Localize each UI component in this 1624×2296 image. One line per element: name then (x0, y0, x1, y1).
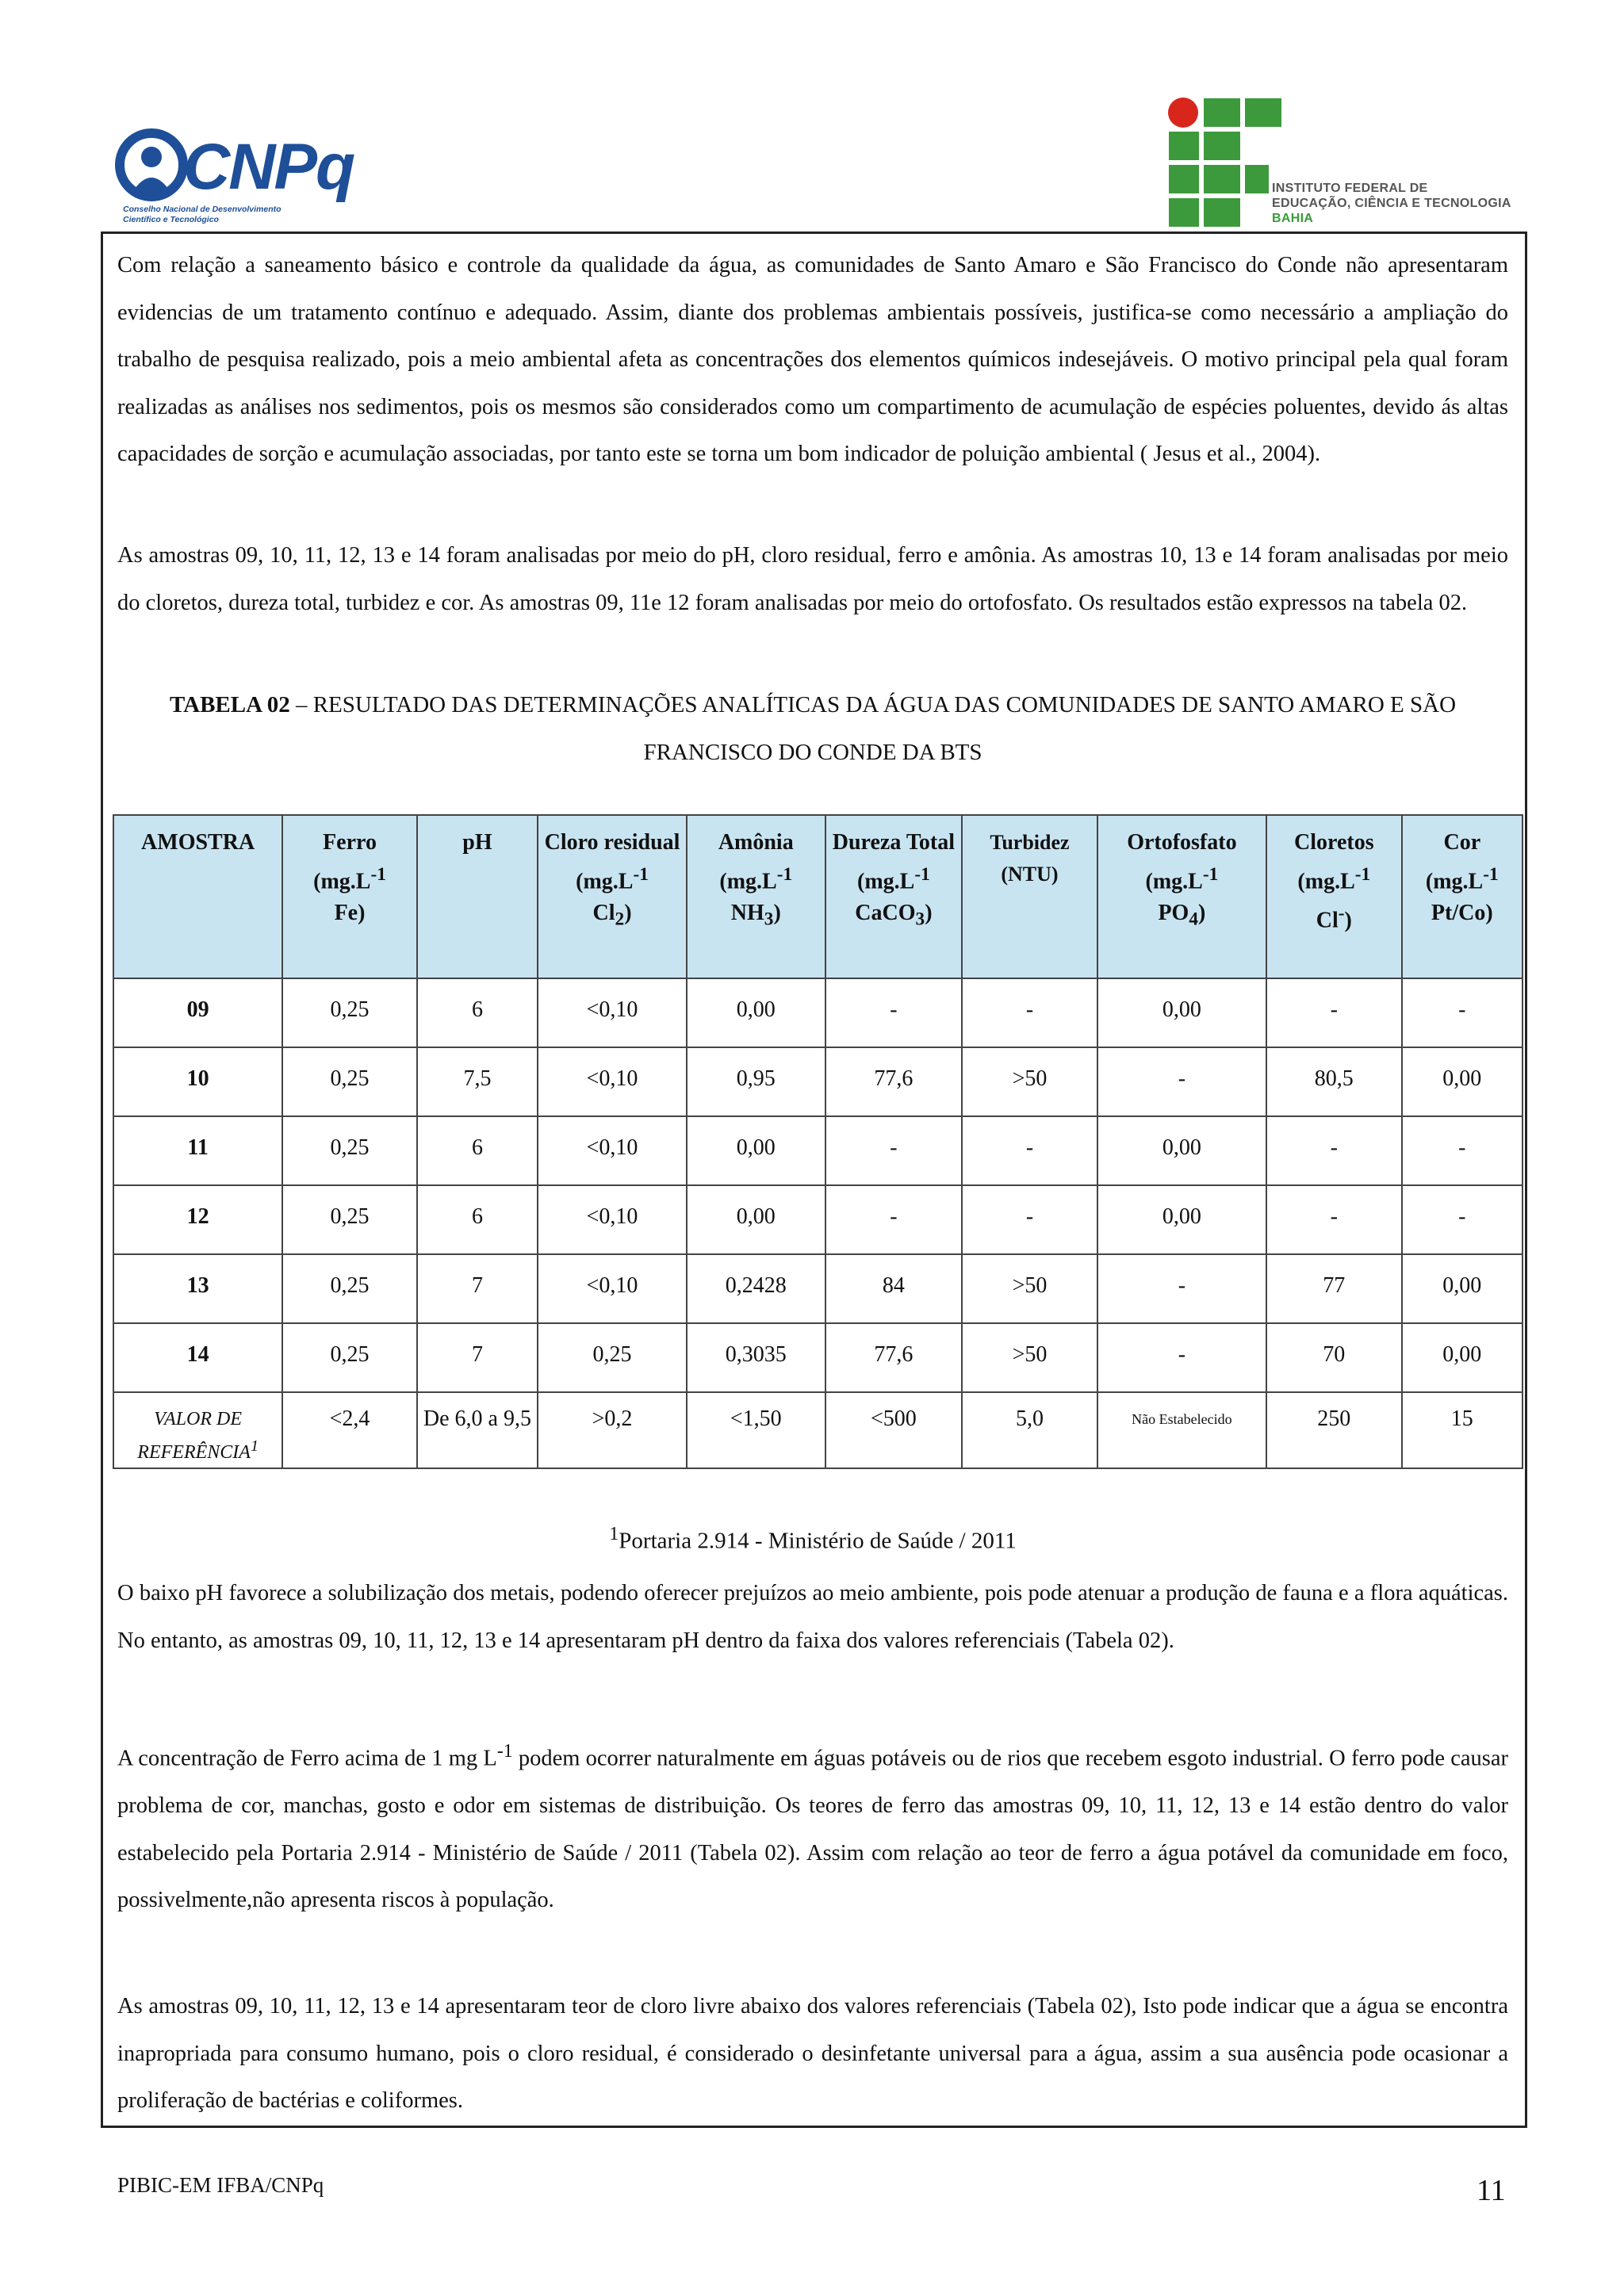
cell-cor: 0,00 (1402, 1323, 1522, 1392)
header-cloro-residual: Cloro residual ($mg.L^{-1}$ $Cl_2$) (538, 815, 687, 978)
table-header-row (113, 815, 1522, 978)
cell-cloro: 0,25 (538, 1323, 687, 1392)
cell-turbidez: - (962, 1116, 1097, 1185)
cell-dureza: 77,6 (825, 1047, 963, 1116)
cell-amostra: 10 (113, 1047, 282, 1116)
cell-turbidez: - (962, 978, 1097, 1047)
paragraph-ph: O baixo pH favorece a solubilização dos metais, podendo oferecer prejuízos ao meio ambiente, pois pode atenuar a produção de fauna e a flora aquáticas. No entanto, as amostras 09, 10, 11, 12, 13 e 14 apresentaram pH dentro da faixa dos valores referenciais (Tabela 02). (117, 1581, 1508, 1653)
ref-ortofosfato: Não Estabelecido (1097, 1392, 1266, 1468)
cell-ortofosfato: - (1097, 1047, 1266, 1116)
ifba-grid-icon (1167, 97, 1283, 228)
cell-dureza: - (825, 1116, 963, 1185)
results-table (113, 814, 1523, 1469)
cnpq-emblem-icon (115, 128, 188, 201)
cell-dureza: - (825, 1185, 963, 1254)
cell-amostra: 09 (113, 978, 282, 1047)
ref-turbidez: 5,0 (962, 1392, 1097, 1468)
ifba-name (1272, 181, 1511, 226)
cell-cor: 0,00 (1402, 1254, 1522, 1323)
cell-turbidez: >50 (962, 1047, 1097, 1116)
cell-amonia: 0,00 (687, 978, 825, 1047)
ref-cloretos: 250 (1266, 1392, 1402, 1468)
cell-cloretos: - (1266, 978, 1402, 1047)
paragraph-saneamento: Com relação a saneamento básico e controle da qualidade da água, as comunidades de Santo Amaro e São Francisco do Conde não apresentaram evidencias de um tratamento contínuo e adequado. Assim, diante dos problemas ambientais possíveis, justifica-se como necessário a ampliação do trabalho de pesquisa realizado, pois a meio ambiental afeta as concentrações dos elementos químicos indesejáveis. O motivo principal pela qual foram realizadas as análises nos sedimentos, pois os mesmos são considerados como um compartimento de acumulação de espécies poluentes, devido ás altas capacidades de sorção e acumulação associadas, por tanto este se torna um bom indicador de poluição ambiental ( Jesus et al., 2004). (117, 253, 1508, 466)
paragraph-amostras: As amostras 09, 10, 11, 12, 13 e 14 foram analisadas por meio do pH, cloro residual, ferro e amônia. As amostras 10, 13 e 14 foram analisadas por meio do cloretos, dureza total, turbidez e cor. As amostras 09, 11e 12 foram analisadas por meio do ortofosfato. Os resultados estão expressos na tabela 02. (117, 543, 1508, 615)
table-caption-label: TABELA 02 (169, 692, 290, 718)
cell-ferro: 0,25 (282, 1185, 417, 1254)
header-amonia: Amônia ($mg.L^{-1}$ $NH_3$) (687, 815, 825, 978)
cnpq-subtitle (123, 205, 282, 225)
cell-cloro: <0,10 (538, 978, 687, 1047)
header-amostra: AMOSTRA (113, 815, 282, 978)
cell-ph: 7,5 (417, 1047, 538, 1116)
header-turbidez: Turbidez (NTU) (962, 815, 1097, 978)
ifba-name-line2: EDUCAÇÃO, CIÊNCIA E TECNOLOGIA (1272, 197, 1511, 210)
header-dureza-total: Dureza Total ($mg.L^{-1}$ CaCO$_3$) (825, 815, 963, 978)
ref-ph: De 6,0 a 9,5 (417, 1392, 538, 1468)
cell-ferro: 0,25 (282, 1254, 417, 1323)
ref-dureza: <500 (825, 1392, 963, 1468)
cell-ortofosfato: - (1097, 1254, 1266, 1323)
ref-cloro: >0,2 (538, 1392, 687, 1468)
cell-amonia: 0,00 (687, 1116, 825, 1185)
table-row (113, 1323, 1522, 1392)
cell-cloretos: - (1266, 1116, 1402, 1185)
table-row (113, 1185, 1522, 1254)
cell-cloretos: 80,5 (1266, 1047, 1402, 1116)
cell-turbidez: - (962, 1185, 1097, 1254)
header-cor: Cor ($mg.L^{-1}$ Pt/Co) (1402, 815, 1522, 978)
cell-ph: 6 (417, 1116, 538, 1185)
table-caption-text: – RESULTADO DAS DETERMINAÇÕES ANALÍTICAS DA ÁGUA DAS COMUNIDADES DE SANTO AMARO E SÃO FRANCISCO DO CONDE DA BTS (289, 692, 1457, 765)
cell-ferro: 0,25 (282, 978, 417, 1047)
header-cloretos: Cloretos ($mg.L^{-1}$ Cl-) (1266, 815, 1402, 978)
cell-ortofosfato: 0,00 (1097, 1116, 1266, 1185)
cell-ferro: 0,25 (282, 1323, 417, 1392)
cell-ph: 7 (417, 1323, 538, 1392)
cell-cloretos: 77 (1266, 1254, 1402, 1323)
cell-cloro: <0,10 (538, 1047, 687, 1116)
ifba-name-line1: INSTITUTO FEDERAL DE (1272, 182, 1428, 195)
cell-amonia: 0,2428 (687, 1254, 825, 1323)
ifba-name-line3: BAHIA (1272, 212, 1314, 225)
ref-amonia: <1,50 (687, 1392, 825, 1468)
table-row (113, 1116, 1522, 1185)
cell-cor: - (1402, 1116, 1522, 1185)
cell-cloretos: - (1266, 1185, 1402, 1254)
cell-turbidez: >50 (962, 1323, 1097, 1392)
cell-amostra: 12 (113, 1185, 282, 1254)
cell-amonia: 0,00 (687, 1185, 825, 1254)
cnpq-subtitle-line2: Científico e Tecnológico (123, 215, 219, 224)
cell-ferro: 0,25 (282, 1047, 417, 1116)
paragraph-ferro: A concentração de Ferro acima de 1 mg $L^{-1}$ podem ocorrer naturalmente em águas potáveis ou de rios que recebem esgoto industrial. O ferro pode causar problema de cor, manchas, gosto e odor em sistemas de distribuição. Os teores de ferro das amostras 09, 10, 11, 12, 13 e 14 estão dentro do valor estabelecido pela Portaria 2.914 - Ministério de Saúde / 2011 (Tabela 02). Assim com relação ao teor de ferro a água potável da comunidade em foco, possivelmente,não apresenta riscos à população. (117, 1741, 1508, 1912)
cell-amostra: 11 (113, 1116, 282, 1185)
cell-cor: - (1402, 1185, 1522, 1254)
footnote-marker: 1 (609, 1523, 619, 1544)
ref-cor: 15 (1402, 1392, 1522, 1468)
page-number: 11 (1477, 2174, 1506, 2207)
footer-program: PIBIC-EM IFBA/CNPq (117, 2173, 324, 2197)
table-row (113, 1254, 1522, 1323)
cell-turbidez: >50 (962, 1254, 1097, 1323)
ifba-logo (1167, 97, 1516, 232)
cell-amostra: 14 (113, 1323, 282, 1392)
cell-cloro: <0,10 (538, 1254, 687, 1323)
cell-ph: 6 (417, 1185, 538, 1254)
table-footnote (117, 1523, 1508, 1555)
table-caption (117, 681, 1508, 776)
cell-amostra: 13 (113, 1254, 282, 1323)
reference-row (113, 1392, 1522, 1468)
ref-ferro: <2,4 (282, 1392, 417, 1468)
cell-ortofosfato: 0,00 (1097, 1185, 1266, 1254)
cell-dureza: - (825, 978, 963, 1047)
cnpq-wordmark: CNPq (183, 131, 354, 203)
paragraph-cloro: As amostras 09, 10, 11, 12, 13 e 14 apresentaram teor de cloro livre abaixo dos valores referenciais (Tabela 02), Isto pode indicar que a água se encontra inapropriada para consumo humano, pois o cloro residual, é considerado o desinfetante universal para a água, assim a sua ausência pode ocasionar a proliferação de bactérias e coliformes. (117, 1994, 1508, 2113)
cell-cloretos: 70 (1266, 1323, 1402, 1392)
cell-ferro: 0,25 (282, 1116, 417, 1185)
footnote-text: Portaria 2.914 - Ministério de Saúde / 2011 (619, 1528, 1017, 1554)
header-ph: pH (417, 815, 538, 978)
cnpq-logo (115, 128, 377, 230)
cell-ph: 6 (417, 978, 538, 1047)
header-ortofosfato: Ortofosfato ($mg.L^{-1}$ $PO_4$) (1097, 815, 1266, 978)
cell-cloro: <0,10 (538, 1116, 687, 1185)
cell-ortofosfato: - (1097, 1323, 1266, 1392)
cell-cor: - (1402, 978, 1522, 1047)
header-ferro: Ferro ($mg.L^{-1}$ Fe) (282, 815, 417, 978)
cell-cor: 0,00 (1402, 1047, 1522, 1116)
cell-amonia: 0,3035 (687, 1323, 825, 1392)
reference-label: VALOR DE REFERÊNCIA$^1$ (113, 1392, 282, 1468)
cell-cloro: <0,10 (538, 1185, 687, 1254)
table-row (113, 1047, 1522, 1116)
cell-amonia: 0,95 (687, 1047, 825, 1116)
table-row (113, 978, 1522, 1047)
cnpq-subtitle-line1: Conselho Nacional de Desenvolvimento (123, 205, 282, 214)
cell-dureza: 84 (825, 1254, 963, 1323)
cell-dureza: 77,6 (825, 1323, 963, 1392)
cell-ortofosfato: 0,00 (1097, 978, 1266, 1047)
cell-ph: 7 (417, 1254, 538, 1323)
